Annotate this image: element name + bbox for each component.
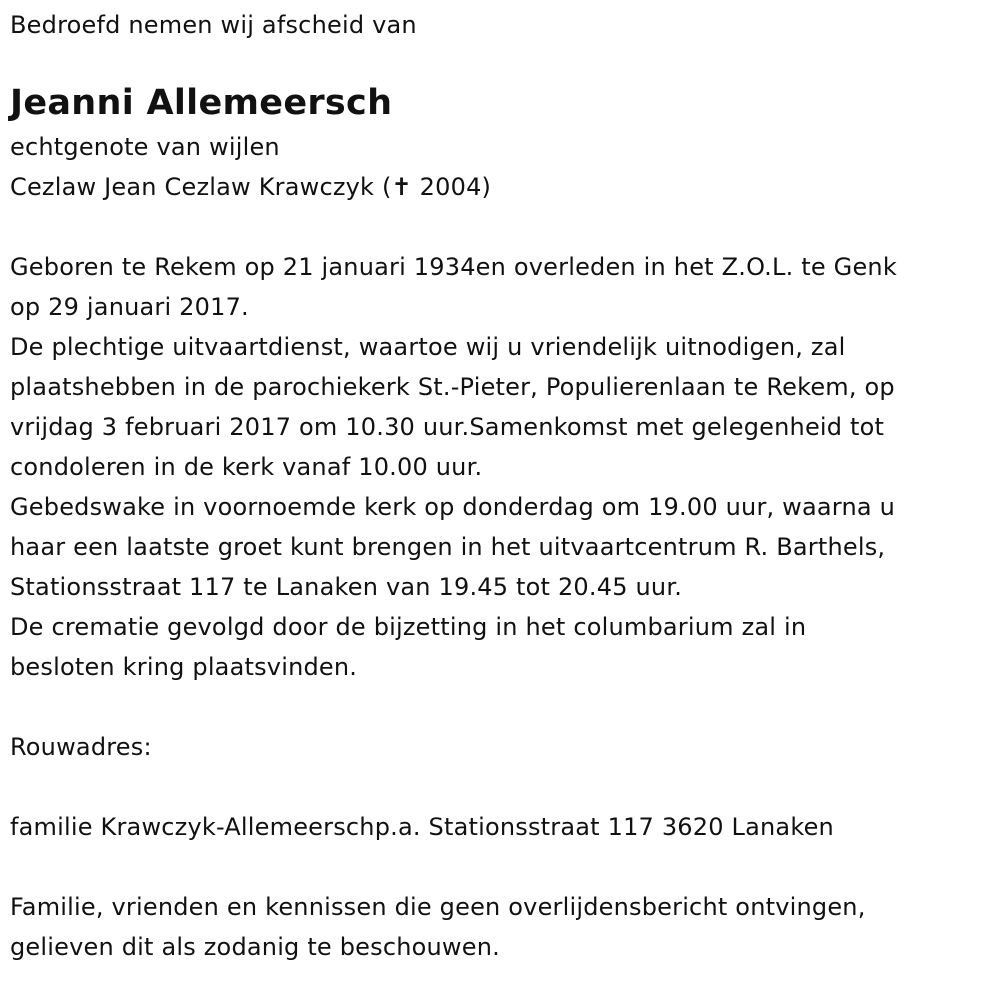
spouse-line: Cezlaw Jean Cezlaw Krawczyk (✝ 2004) bbox=[10, 173, 492, 201]
body-line: Geboren te Rekem op 21 januari 1934en overleden in het Z.O.L. te Genk bbox=[10, 253, 897, 281]
body-line: plaatshebben in de parochiekerk St.-Pieter, Populierenlaan te Rekem, op bbox=[10, 373, 895, 401]
body-line: De crematie gevolgd door de bijzetting in het columbarium zal in bbox=[10, 613, 807, 641]
obituary-notice bbox=[10, 5, 1000, 967]
body-line: op 29 januari 2017. bbox=[10, 293, 249, 321]
deceased-name: Jeanni Allemeersch bbox=[10, 83, 393, 123]
body-text bbox=[10, 247, 1000, 687]
mourning-address: familie Krawczyk-Allemeerschp.a. Stationsstraat 117 3620 Lanaken bbox=[10, 813, 834, 841]
intro-text: Bedroefd nemen wij afscheid van bbox=[10, 11, 417, 39]
body-line: Stationsstraat 117 te Lanaken van 19.45 tot 20.45 uur. bbox=[10, 573, 683, 601]
body-line: vrijdag 3 februari 2017 om 10.30 uur.Samenkomst met gelegenheid tot bbox=[10, 413, 885, 441]
body-line: De plechtige uitvaartdienst, waartoe wij u vriendelijk uitnodigen, zal bbox=[10, 333, 846, 361]
body-line: besloten kring plaatsvinden. bbox=[10, 653, 358, 681]
closing-line: Familie, vrienden en kennissen die geen overlijdensbericht ontvingen, bbox=[10, 893, 866, 921]
body-line: Gebedswake in voornoemde kerk op donderdag om 19.00 uur, waarna u bbox=[10, 493, 896, 521]
body-line: condoleren in de kerk vanaf 10.00 uur. bbox=[10, 453, 483, 481]
relation-line: echtgenote van wijlen bbox=[10, 133, 280, 161]
address-label: Rouwadres: bbox=[10, 733, 152, 761]
closing-line: gelieven dit als zodanig te beschouwen. bbox=[10, 933, 500, 961]
body-line: haar een laatste groet kunt brengen in het uitvaartcentrum R. Barthels, bbox=[10, 533, 886, 561]
